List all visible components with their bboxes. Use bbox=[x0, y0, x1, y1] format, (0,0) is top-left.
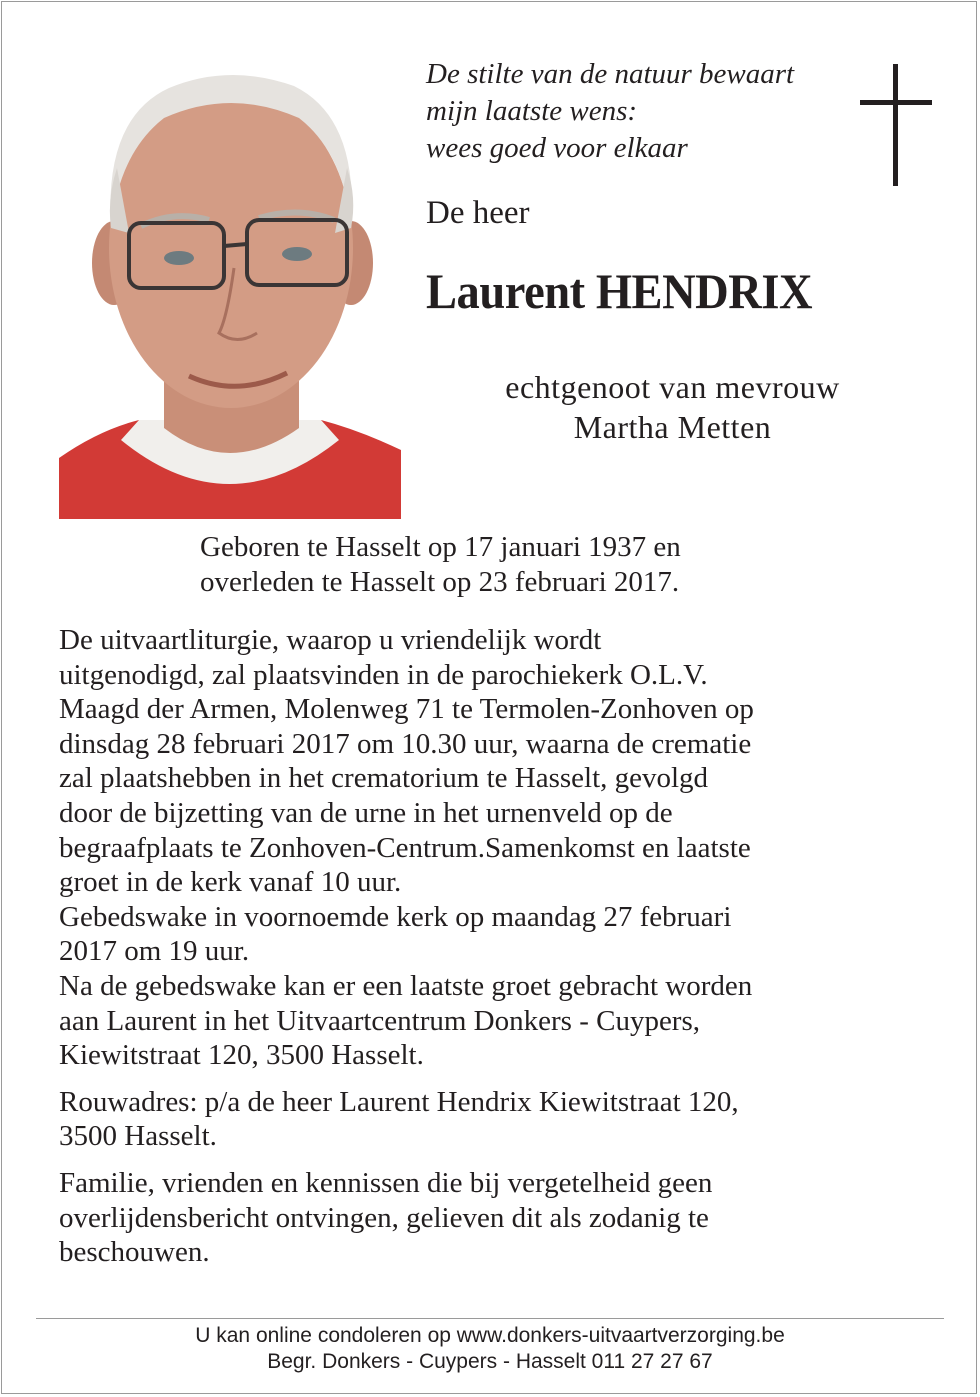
funeral-paragraph bbox=[59, 623, 939, 1073]
text-line: dinsdag 28 februari 2017 om 10.30 uur, waarna de crematie bbox=[59, 727, 752, 760]
poem-line: De stilte van de natuur bewaart bbox=[426, 58, 795, 90]
notice-paragraph bbox=[59, 1166, 939, 1270]
birth-death-dates bbox=[200, 530, 681, 600]
text-line: overlijdensbericht ontvingen, gelieven dit als zodanig te bbox=[59, 1201, 709, 1234]
text-line: Rouwadres: p/a de heer Laurent Hendrix Kiewitstraat 120, bbox=[59, 1085, 739, 1118]
spouse-name: Martha Metten bbox=[573, 409, 772, 445]
spouse-info bbox=[420, 367, 925, 447]
text-line: 3500 Hasselt. bbox=[59, 1120, 217, 1153]
text-line: Maagd der Armen, Molenweg 71 te Termolen-Zonhoven op bbox=[59, 693, 754, 726]
announcement-body bbox=[59, 623, 939, 1270]
cross-icon bbox=[860, 64, 932, 186]
birth-line: Geboren te Hasselt op 17 januari 1937 en bbox=[200, 531, 681, 563]
text-line: zal plaatshebben in het crematorium te Hasselt, gevolgd bbox=[59, 762, 709, 795]
text-line: Kiewitstraat 120, 3500 Hasselt. bbox=[59, 1039, 424, 1072]
text-line: Familie, vrienden en kennissen die bij vergetelheid geen bbox=[59, 1166, 713, 1199]
spouse-line: echtgenoot van mevrouw bbox=[505, 369, 840, 405]
death-line: overleden te Hasselt op 23 februari 2017. bbox=[200, 566, 680, 598]
text-line: beschouwen. bbox=[59, 1236, 210, 1269]
address-paragraph bbox=[59, 1085, 939, 1154]
text-line: Na de gebedswake kan er een laatste groet gebracht worden bbox=[59, 969, 753, 1002]
portrait-photo bbox=[59, 58, 401, 519]
poem bbox=[426, 56, 856, 167]
text-line: groet in de kerk vanaf 10 uur. bbox=[59, 866, 402, 899]
text-line: 2017 om 19 uur. bbox=[59, 935, 250, 968]
text-line: aan Laurent in het Uitvaartcentrum Donkers - Cuypers, bbox=[59, 1004, 701, 1037]
text-line: begraafplaats te Zonhoven-Centrum.Samenkomst en laatste bbox=[59, 831, 751, 864]
text-line: De uitvaartliturgie, waarop u vriendelijk wordt bbox=[59, 624, 602, 656]
footer bbox=[36, 1323, 944, 1375]
deceased-name: Laurent HENDRIX bbox=[426, 263, 813, 319]
text-line: door de bijzetting van de urne in het urnenveld op de bbox=[59, 796, 673, 829]
footer-divider bbox=[36, 1318, 944, 1319]
condolence-line: U kan online condoleren op www.donkers-uitvaartverzorging.be bbox=[195, 1324, 785, 1347]
text-line: Gebedswake in voornoemde kerk op maandag 27 februari bbox=[59, 900, 732, 933]
poem-line: mijn laatste wens: bbox=[426, 95, 638, 127]
poem-line: wees goed voor elkaar bbox=[426, 132, 688, 164]
text-line: uitgenodigd, zal plaatsvinden in de parochiekerk O.L.V. bbox=[59, 658, 708, 691]
undertaker-line: Begr. Donkers - Cuypers - Hasselt 011 27 27 67 bbox=[267, 1350, 713, 1373]
honorific-title: De heer bbox=[426, 195, 530, 231]
